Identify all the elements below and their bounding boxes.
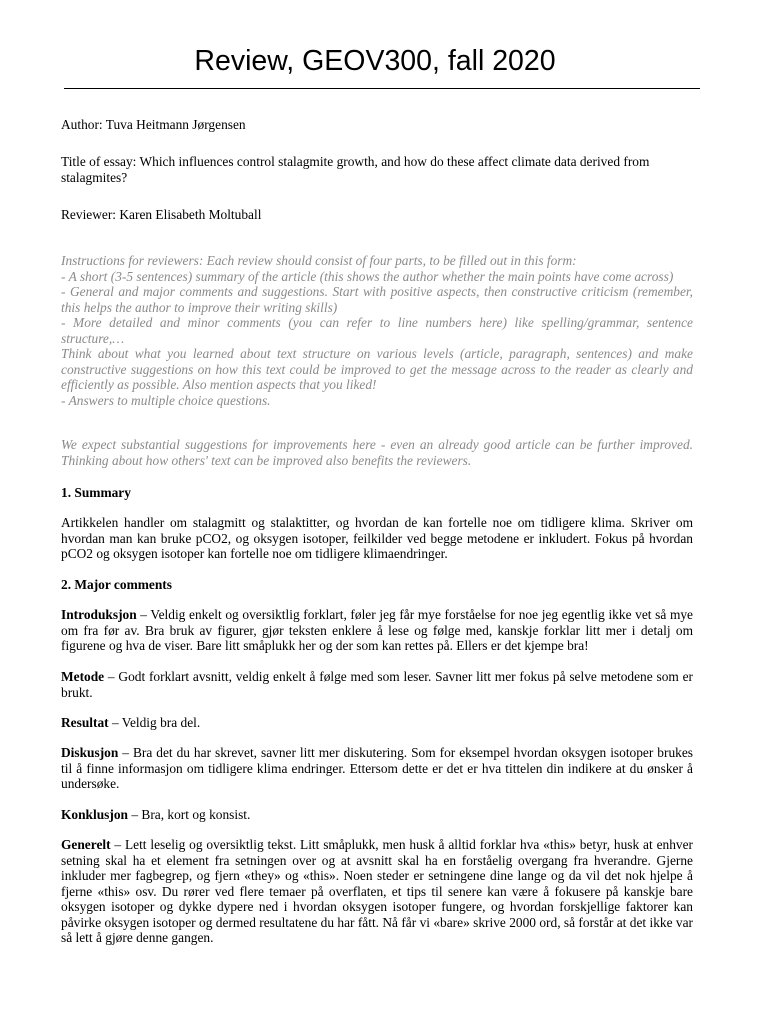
comment-diskusjon (61, 745, 693, 792)
comment-label: Metode (61, 669, 105, 684)
instructions-structure-note: Think about what you learned about text structure on various levels (article, paragraph, sentences) and make constructive suggestions on how this text could be improved to get the message across to the reader as clearly and efficiently as possible. Also mention aspects that you liked! (61, 346, 693, 392)
comment-generelt (61, 837, 693, 946)
review-page (61, 44, 693, 945)
essay-title-line: Title of essay: Which influences control stalagmite growth, and how do these affect climate data derived from stalagmites? (61, 154, 650, 185)
comment-konklusjon (61, 807, 693, 823)
comment-resultat (61, 715, 693, 731)
summary-text: Artikkelen handler om stalagmitt og stalaktitter, og hvordan de kan fortelle noe om tidligere klima. Skriver om hvordan man kan bruke pCO2, og oksygen isotoper, feilkilder ved begge metodene er inkludert. Fokus på hvordan pCO2 og oksygen isotoper kan fortelle noe om tidligere klimaendringer. (61, 515, 693, 561)
comment-text: – Godt forklart avsnitt, veldig enkelt å følge med som leser. Savner litt mer fokus på selve metodene som er brukt. (61, 669, 693, 700)
comment-text: – Bra, kort og konsist. (128, 807, 251, 822)
instructions-minor-item: - More detailed and minor comments (you can refer to line numbers here) like spelling/grammar, sentence structure,… (61, 315, 693, 346)
instructions-mcq-item: - Answers to multiple choice questions. (61, 392, 271, 408)
reviewer-line: Reviewer: Karen Elisabeth Moltuball (61, 207, 262, 222)
comment-text: – Bra det du har skrevet, savner litt mer diskutering. Som for eksempel hvordan oksygen isotoper brukes til å finne informasjon om tidligere klima endringer. Ettersom dette er det er hva tittelen din indikere at du ønsker å undersøke. (61, 745, 693, 791)
title-divider (64, 88, 700, 89)
author-line: Author: Tuva Heitmann Jørgensen (61, 117, 246, 132)
instructions-major-item: - General and major comments and suggestions. Start with positive aspects, then constructive criticism (remember, this helps the author to improve their writing skills) (61, 284, 693, 315)
instructions-summary-item: - A short (3-5 sentences) summary of the article (this shows the author whether the main points have come across) (61, 268, 674, 284)
comment-introduksjon (61, 607, 693, 654)
expectation-note: We expect substantial suggestions for improvements here - even an already good article can be further improved. Thinking about how others' text can be improved also benefits the reviewers. (61, 437, 693, 468)
comment-label: Diskusjon (61, 745, 119, 760)
comment-text: – Veldig enkelt og oversiktlig forklart, føler jeg får mye forståelse for noe jeg egentlig ikke vet så mye om fra før av. Bra bruk av figurer, gjør teksten enklere å lese og følge med, kanskje forklar litt mer i detalj om figurene og hva de viser. Bare litt småplukk her og der som kan rettes på. Ellers er det kjempe bra! (61, 607, 693, 653)
page-title: Review, GEOV300, fall 2020 (194, 45, 556, 77)
comment-label: Generelt (61, 837, 111, 852)
summary-heading: 1. Summary (61, 485, 131, 500)
major-comments-heading: 2. Major comments (61, 577, 172, 592)
reviewer-instructions (61, 253, 693, 408)
comment-label: Introduksjon (61, 607, 137, 622)
comment-metode (61, 669, 693, 700)
comment-text: – Veldig bra del. (108, 715, 201, 730)
comment-label: Resultat (61, 715, 109, 730)
comment-text: – Lett leselig og oversiktlig tekst. Litt småplukk, men husk å alltid forklar hva «this» betyr, husk at enhver setning skal ha et element fra setningen over og at avsnitt skal ha en forståelig overgang fra hverandre. Gjerne inkluder mer fagbegrep, og fjern «they» og «this». Noen steder er setningene dine lange og da vil det nok hjelpe å fjerne «this» osv. Du rører ved flere temaer på overflaten, et tips til senere kan være å fokusere på kanskje bare oksygen isotoper og dykke dypere ned i hvordan oksygen isotoper fungere, og hvordan forskjellige faktorer kan påvirke oksygen isotoper og dermed resultatene du har fått. Nå får vi «bare» skrive 2000 ord, så forstår at det ikke var så lett å gjøre denne gangen. (61, 837, 693, 945)
instructions-intro: Instructions for reviewers: Each review should consist of four parts, to be filled out in this form: (61, 253, 577, 268)
comment-label: Konklusjon (61, 807, 128, 822)
